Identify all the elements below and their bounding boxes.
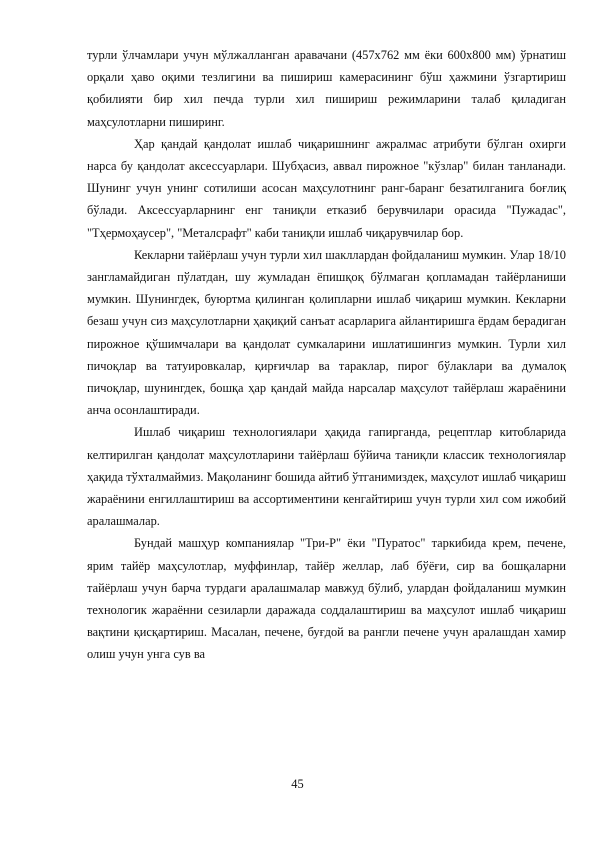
paragraph-3: Кекларни тайёрлаш учун турли хил шакллардан фойдаланиш мумкин. Улар 18/10 зангламайдиган пўлатдан, шу жумладан ёпишқоқ бўлмаган қопламадан тайёрланиши мумкин. Шунингдек, буюртма қилинган қолипларни ишлаб чиқариш мумкин. Кекларни безаш учун сиз маҳсулотларни ҳақиқий санъат асарларига айлантиришга ёрдам берадиган пирожное қўшимчалари ва қандолат сумкаларини ишлатишингиз мумкин. Турли хил пичоқлар ва татуировкалар, қирғичлар ва тараклар, пирог бўлаклари ва думалоқ пичоқлар, шунингдек, бошқа ҳар қандай майда нарсалар маҳсулот тайёрлаш жараёнини анча осонлаштиради. (87, 247, 566, 418)
paragraph-5: Бундай машҳур компаниялар "Три-Р" ёки "Пуратос" таркибида крем, печене, ярим тайёр маҳсулотлар, муффинлар, тайёр желлар, лаб бўёғи, сир ва бошқаларни тайёрлаш учун барча турдаги аралашмалар мавжуд бўлиб, улардан фойдаланиш мумкин технологик жараённи сезиларли даражада соддалаштириш ва маҳсулот ишлаб чиқариш вақтини қисқартириш. Масалан, печене, буғдой ва рангли печене учун аралашдан хамир олиш учун унга сув ва (87, 536, 566, 662)
document-body (87, 44, 566, 666)
paragraph-4: Ишлаб чиқариш технологиялари ҳақида гапирганда, рецептлар китобларида келтирилган қандолат маҳсулотларини тайёрлаш бўйича таниқли классик технологиялар ҳақида тўхталмаймиз. Мақоланинг бошида айтиб ўтганимиздек, маҳсулот ишлаб чиқариш жараёнини енгиллаштириш ва ассортиментини кенгайтириш учун турли хил сом ижобий аралашмалар. (87, 425, 566, 529)
page-number: 45 (291, 777, 304, 791)
paragraph-1: турли ўлчамлари учун мўлжалланган аравачани (457x762 мм ёки 600x800 мм) ўрнатиш орқали ҳаво оқими тезлигини ва пишириш камерасининг бўш ҳажмини ўзгартириш қобилияти бир хил печда турли хил пишириш режимларини талаб қиладиган маҳсулотларни пиширинг. (87, 48, 566, 129)
paragraph-2: Ҳар қандай қандолат ишлаб чиқаришнинг ажралмас атрибути бўлган охирги нарса бу қандолат аксессуарлари. Шубҳасиз, аввал пирожное "кўзлар" билан танланади. Шунинг учун унинг сотилиши асосан маҳсулотнинг ранг-баранг безатилганига боғлиқ бўлади. Аксессуарларнинг енг таниқли етказиб берувчилари орасида "Пужадас", "Тҳермоҳаусер", "Металсрафт" каби таниқли ишлаб чиқарувчилар бор. (87, 136, 566, 240)
